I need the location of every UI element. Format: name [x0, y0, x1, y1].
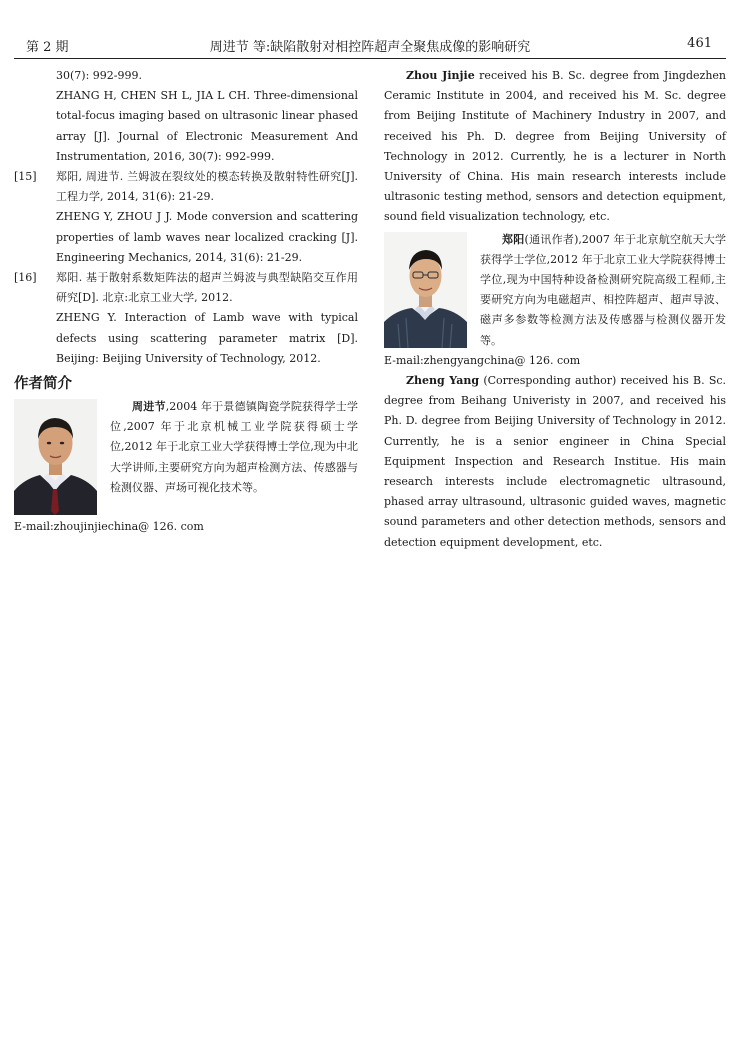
author-bio-text: ,2004 年于景德镇陶瓷学院获得学士学位,2007 年于北京机械工业学院获得硕士学位,2012 年于北京工业大学获得博士学位,现为中北大学讲师,主要研究方向为超声检测方法、传感器与检测仪器、声场可视化技术等。 — [110, 400, 358, 494]
reference-text-cn: 郑阳, 周进节. 兰姆波在裂纹处的模态转换及散射特性研究[J]. 工程力学, 2014, 31(6): 21-29. — [56, 170, 358, 204]
reference-entry-15 — [14, 167, 358, 268]
running-header — [14, 36, 726, 59]
reference-number: [15] — [14, 170, 37, 184]
author-bio-text-en: received his B. Sc. degree from Jingdezhen Ceramic Institute in 2004, and received his M. Sc. degree from Beijing Institute of Machinery Industry in 2007, and received his Ph. D. degree from Beijing University of Technology in 2012. Currently, he is a lecturer in North University of China. His main research interests include ultrasonic testing method, sensors and detection equipment, sound field visualization technology, etc. — [384, 69, 727, 224]
author-bio-text-en: (Corresponding author) received his B. Sc. degree from Beihang Univeristy in 2007, and received his Ph. D. degree from Beijing University of Technology in 2012. Currently, he is a senior engineer in China Special Equipment Inspection and Research Institue. His main research interests include electromagnetic ultrasound, phased array ultrasound, ultrasonic guided waves, magnetic sound parameters and other detection methods, sensors and detection equipment development, etc. — [384, 374, 727, 549]
running-title: 周进节 等:缺陷散射对相控阵超声全聚焦成像的影响研究 — [209, 40, 531, 55]
right-column — [384, 66, 726, 553]
author-photo-zhou — [14, 399, 97, 515]
issue-label: 第 2 期 — [26, 40, 69, 55]
author-bio-zhou-en — [384, 66, 726, 228]
author-photo-zheng — [384, 232, 467, 348]
left-column — [14, 66, 358, 537]
author-email: E-mail:zhoujinjiechina@ 126. com — [14, 520, 204, 534]
reference-text-en: ZHENG Y, ZHOU J J. Mode conversion and scattering properties of lamb waves near localized cracking [J]. Engineering Mechanics, 2014, 31(6): 21-29. — [56, 210, 358, 264]
reference-text-en: ZHANG H, CHEN SH L, JIA L CH. Three-dimensional total-focus imaging based on ultrasonic linear phased array [J]. Journal of Electronic Measurement And Instrumentation, 2016, 30(7): 992-999. — [56, 89, 358, 163]
author-bio-zheng-en — [384, 371, 726, 553]
reference-entry-continued — [14, 66, 358, 167]
page-number: 461 — [687, 36, 712, 51]
reference-text-en: ZHENG Y. Interaction of Lamb wave with typical defects using scattering parameter matrix [D]. Beijing: Beijing University of Technology, 2012. — [56, 311, 358, 365]
reference-text: 30(7): 992-999. — [56, 69, 142, 82]
section-title-author-bios: 作者简介 — [14, 376, 72, 393]
author-bio-zhou-cn — [14, 397, 358, 517]
author-bio-text: (通讯作者),2007 年于北京航空航天大学获得学士学位,2012 年于北京工业大学院获得博士学位,现为中国特种设备检测研究院高级工程师,主要研究方向为电磁超声、相控阵超声、超声导波、磁声多参数等检测方法及传感器与检测仪器开发等。 — [480, 232, 726, 347]
author-bio-zheng-cn — [384, 230, 726, 351]
reference-number: [16] — [14, 271, 37, 285]
author-email: E-mail:zhengyangchina@ 126. com — [384, 353, 581, 367]
author-name-en: Zhou Jinjie — [406, 69, 475, 82]
reference-text-cn: 郑阳. 基于散射系数矩阵法的超声兰姆波与典型缺陷交互作用研究[D]. 北京:北京工业大学, 2012. — [56, 271, 358, 305]
author-name-cn: 周进节 — [132, 400, 166, 414]
author-name-en: Zheng Yang — [406, 374, 480, 388]
reference-entry-16 — [14, 268, 358, 369]
author-name-cn: 郑阳 — [502, 232, 525, 246]
